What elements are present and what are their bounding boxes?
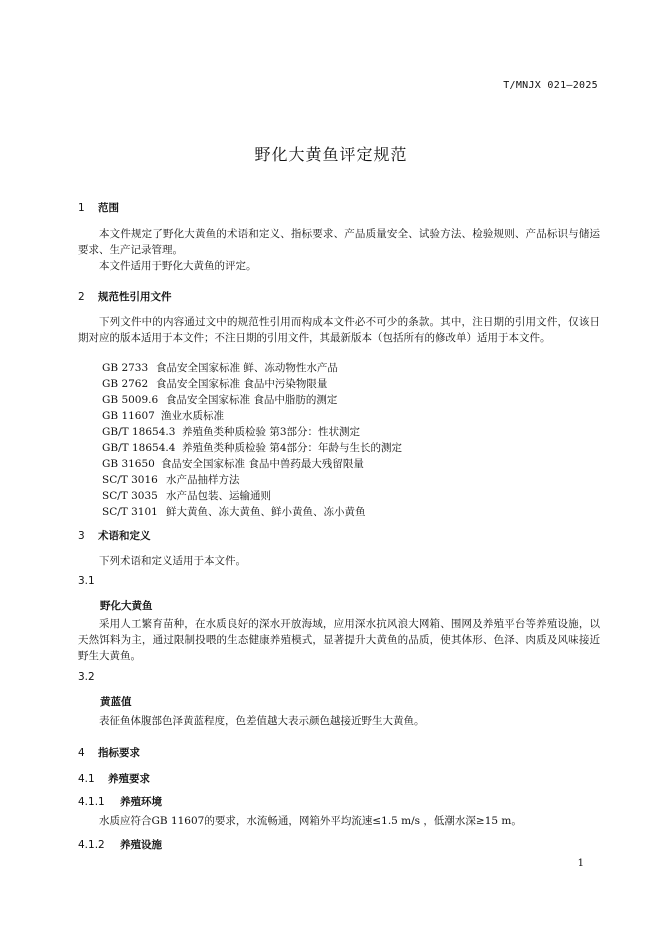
- reference-code: GB 11607: [102, 410, 155, 422]
- reference-item: [102, 360, 402, 376]
- section-title: 规范性引用文件: [98, 291, 172, 303]
- section-3-paragraph-1: [78, 553, 600, 569]
- reference-item: [102, 472, 402, 488]
- section-number: 4.1: [78, 773, 95, 785]
- reference-code: GB 5009.6: [102, 394, 159, 406]
- section-title: 指标要求: [98, 747, 140, 759]
- term-name: 黄蓝值: [100, 696, 132, 708]
- paragraph-text: 表征鱼体腹部色泽黄蓝程度，色差值越大表示颜色越接近野生大黄鱼。: [99, 715, 425, 727]
- reference-item: [102, 440, 402, 456]
- section-title: 养殖环境: [120, 796, 162, 808]
- section-4-heading: [78, 745, 140, 760]
- section-1-paragraph-1: [78, 226, 600, 258]
- reference-name: 渔业水质标准: [161, 410, 224, 422]
- reference-code: GB 31650: [102, 458, 155, 470]
- reference-item: [102, 488, 402, 504]
- paragraph-text: 采用人工繁育苗种，在水质良好的深水开放海域，应用深水抗风浪大网箱、围网及养殖平台等养殖设施，以天然饵料为主，通过限制投喂的生态健康养殖模式，显著提升大黄鱼的品质，使其体形、色泽、肉质及风味接近野生大黄鱼。: [78, 618, 600, 662]
- section-1-paragraph-2: [78, 258, 600, 274]
- reference-item: [102, 392, 402, 408]
- section-number: 1: [78, 202, 85, 214]
- reference-code: GB/T 18654.3: [102, 426, 176, 438]
- reference-name: 水产品包装、运输通则: [166, 490, 271, 502]
- reference-code: GB 2733: [102, 362, 149, 374]
- reference-code: SC/T 3101: [102, 506, 158, 518]
- section-number: 4: [78, 747, 85, 759]
- page-title: 野化大黄鱼评定规范: [254, 145, 408, 164]
- reference-code: GB/T 18654.4: [102, 442, 176, 454]
- paragraph-text: 水质应符合GB 11607的要求，水流畅通，网箱外平均流速≤1.5 m/s ，低潮水深≥15 m。: [99, 815, 522, 827]
- term-number: 3.2: [78, 671, 95, 683]
- reference-item: [102, 376, 402, 392]
- term-definition: [78, 713, 600, 729]
- section-number: 3: [78, 530, 85, 542]
- reference-name: 食品安全国家标准 食品中脂肪的测定: [166, 394, 338, 406]
- section-4-1-1-paragraph: [78, 813, 600, 829]
- normative-reference-list: [102, 360, 402, 520]
- reference-name: 养殖鱼类种质检验 第4部分：年龄与生长的测定: [182, 442, 403, 454]
- reference-name: 食品安全国家标准 鲜、冻动物性水产品: [156, 362, 338, 374]
- reference-code: GB 2762: [102, 378, 149, 390]
- section-2-paragraph-1: [78, 314, 600, 346]
- reference-name: 水产品抽样方法: [166, 474, 240, 486]
- paragraph-text: 下列术语和定义适用于本文件。: [99, 555, 246, 567]
- standard-code: T/MNJX 021—2025: [503, 80, 598, 91]
- section-title: 术语和定义: [98, 530, 151, 542]
- reference-name: 食品安全国家标准 食品中兽药最大残留限量: [161, 458, 364, 470]
- section-2-heading: [78, 289, 172, 304]
- section-4-1-2-heading: [78, 837, 162, 852]
- section-3-heading: [78, 528, 151, 543]
- reference-code: SC/T 3035: [102, 490, 158, 502]
- section-number: 2: [78, 291, 85, 303]
- term-number: 3.1: [78, 575, 95, 587]
- term-definition: [78, 616, 600, 664]
- reference-item: [102, 424, 402, 440]
- paragraph-text: 下列文件中的内容通过文中的规范性引用而构成本文件必不可少的条款。其中，注日期的引用文件，仅该日期对应的版本适用于本文件；不注日期的引用文件，其最新版本（包括所有的修改单）适用于本文件。: [78, 316, 600, 344]
- reference-name: 食品安全国家标准 食品中污染物限量: [156, 378, 328, 390]
- section-title: 养殖设施: [120, 839, 162, 851]
- section-title: 养殖要求: [108, 773, 150, 785]
- reference-name: 养殖鱼类种质检验 第3部分：性状测定: [182, 426, 361, 438]
- page-number: 1: [577, 858, 584, 869]
- reference-name: 鲜大黄鱼、冻大黄鱼、鲜小黄鱼、冻小黄鱼: [166, 506, 366, 518]
- section-number: 4.1.2: [78, 839, 105, 851]
- section-4-1-heading: [78, 771, 150, 786]
- section-number: 4.1.1: [78, 796, 105, 808]
- paragraph-text: 本文件规定了野化大黄鱼的术语和定义、指标要求、产品质量安全、试验方法、检验规则、产品标识与储运要求、生产记录管理。: [78, 228, 600, 256]
- paragraph-text: 本文件适用于野化大黄鱼的评定。: [99, 260, 257, 272]
- section-4-1-1-heading: [78, 794, 162, 809]
- reference-item: [102, 408, 402, 424]
- reference-item: [102, 504, 402, 520]
- term-name: 野化大黄鱼: [100, 600, 153, 612]
- reference-item: [102, 456, 402, 472]
- section-1-heading: [78, 200, 119, 215]
- reference-code: SC/T 3016: [102, 474, 158, 486]
- section-title: 范围: [98, 202, 119, 214]
